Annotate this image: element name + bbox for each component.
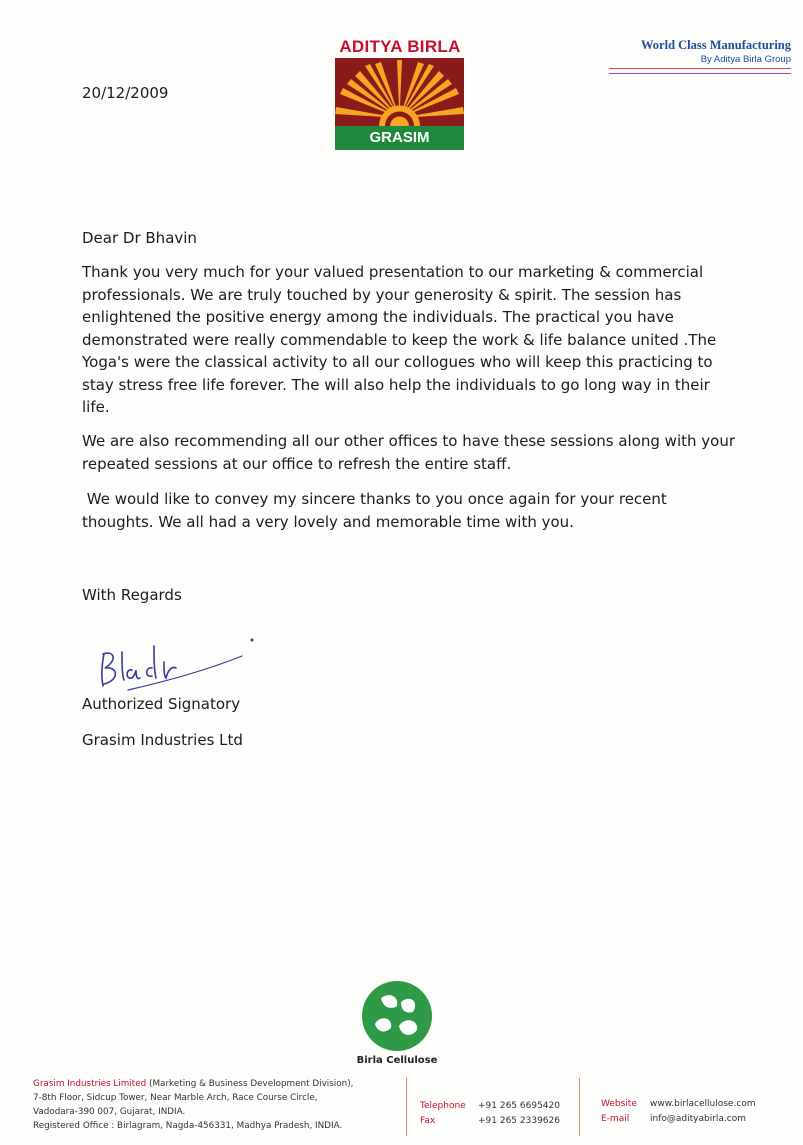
fax-label: Fax <box>420 1116 436 1126</box>
tagline-title: World Class Manufacturing <box>640 38 791 52</box>
telephone-label: Telephone <box>420 1101 466 1111</box>
tagline-subtitle: By Aditya Birla Group <box>700 54 791 65</box>
body-paragraph-1: Thank you very much for your valued presentation to our marketing & commercial professionals. We are truly touched by your generosity & spirit. The session has enlightened the positive energy among the individuals. The practical you have demonstrated were really commendable to keep the work & life balance united .The Yoga's were the classical activity to all our collogues who will keep this practicing to stay stress free life forever. The will also help the individuals to go long way in their life. <box>82 263 717 416</box>
web-labels <box>601 1097 637 1127</box>
phone-values <box>478 1099 560 1129</box>
logo-company-text: GRASIM <box>335 126 464 150</box>
fax-value: +91 265 2339626 <box>478 1116 560 1126</box>
footer-brand: Birla Cellulose <box>356 1055 438 1066</box>
web-values <box>650 1097 756 1127</box>
footer-address <box>33 1077 403 1133</box>
rising-sun-icon <box>335 58 464 126</box>
aditya-birla-grasim-logo <box>335 37 465 150</box>
footer-divider <box>579 1078 580 1136</box>
website-link[interactable]: www.birlacellulose.com <box>650 1099 756 1109</box>
closing: With Regards <box>82 586 182 604</box>
address-division: (Marketing & Business Development Division), <box>146 1079 354 1089</box>
body-paragraph-2: We are also recommending all our other offices to have these sessions along with your repeated sessions at our office to refresh the entire staff. <box>82 432 735 473</box>
birla-cellulose-leaf-icon <box>361 980 433 1052</box>
letter-date: 20/12/2009 <box>82 84 169 102</box>
footer-divider <box>406 1078 407 1136</box>
handwritten-signature <box>92 632 262 694</box>
address-company: Grasim Industries Limited <box>33 1079 147 1089</box>
salutation: Dear Dr Bhavin <box>82 229 197 247</box>
address-line-3: Vadodara-390 007, Gujarat, INDIA. <box>33 1107 186 1117</box>
address-line-2: 7-8th Floor, Sidcup Tower, Near Marble Arch, Race Course Circle, <box>33 1093 318 1103</box>
phone-labels <box>420 1099 466 1129</box>
signature-company: Grasim Industries Ltd <box>82 731 243 749</box>
tagline-underline <box>609 68 791 74</box>
signature-title: Authorized Signatory <box>82 695 241 713</box>
website-label: Website <box>601 1099 637 1109</box>
logo-brand-text: ADITYA BIRLA <box>339 37 461 56</box>
body-paragraph-3: We would like to convey my sincere thanks to you once again for your recent thoughts. We all had a very lovely and memorable time with you. <box>82 490 672 531</box>
email-label: E-mail <box>601 1114 630 1124</box>
telephone-value: +91 265 6695420 <box>478 1101 560 1111</box>
address-line-4: Registered Office : Birlagram, Nagda-456331, Madhya Pradesh, INDIA. <box>33 1121 343 1131</box>
world-class-manufacturing-tagline <box>609 38 791 74</box>
email-link[interactable]: info@adityabirla.com <box>650 1114 746 1124</box>
